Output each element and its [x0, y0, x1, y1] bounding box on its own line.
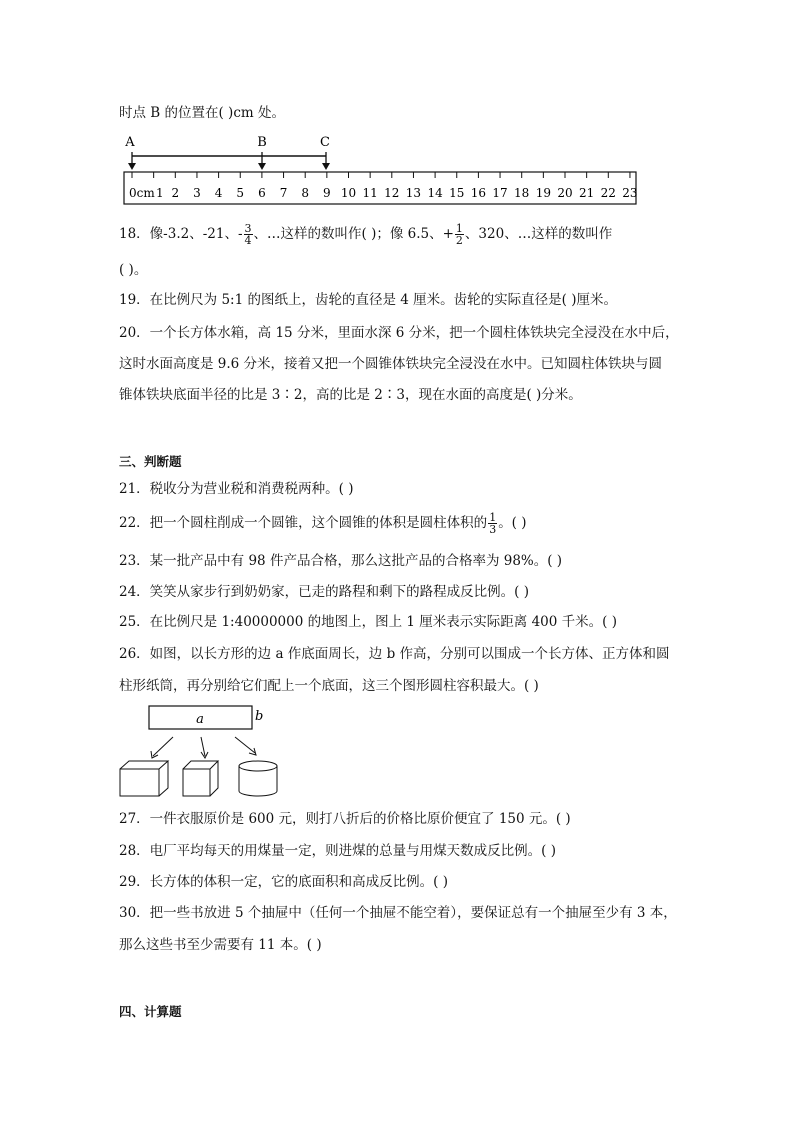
question-25: 25．在比例尺是 1:40000000 的地图上，图上 1 厘米表示实际距离 400 千米。( ) [119, 614, 617, 630]
ruler-number: 19 [535, 186, 551, 200]
q18-text-b: 、…这样的数叫作( )；像 6.5、+ [253, 226, 454, 242]
question-30-line1: 30．把一些书放进 5 个抽屉中（任何一个抽屉不能空着），要保证总有一个抽屉至少有 3 本， [119, 905, 677, 921]
section-3-heading: 三、判断题 [119, 454, 182, 469]
ruler-label-a: A [125, 135, 135, 150]
ruler-number: 11 [362, 186, 378, 200]
fraction-numerator: 3 [244, 222, 252, 235]
question-29: 29．长方体的体积一定，它的底面积和高成反比例。( ) [119, 874, 449, 890]
ruler-number: 13 [405, 186, 422, 200]
ruler-numbers [156, 186, 638, 200]
q18-text-c: 、320、…这样的数叫作 [464, 226, 613, 242]
question-18-line1 [119, 223, 612, 246]
cylinder-shape [239, 761, 277, 796]
fraction-3-4 [244, 223, 253, 246]
question-22 [119, 512, 527, 535]
question-19: 19．在比例尺为 5:1 的图纸上，齿轮的直径是 4 厘米。齿轮的实际直径是( )厘米。 [119, 292, 617, 308]
q22-text-a: 22．把一个圆柱削成一个圆锥，这个圆锥的体积是圆柱体积的 [119, 515, 488, 531]
fraction-denominator: 2 [455, 234, 463, 247]
arrow-a-head [128, 163, 136, 170]
arrow-to-cuboid [153, 737, 173, 756]
ruler-number: 10 [340, 186, 357, 200]
question-20-line1: 20．一个长方体水箱，高 15 分米，里面水深 6 分米，把一个圆柱体铁块完全浸没在水中后， [119, 325, 679, 341]
fraction-numerator: 1 [489, 511, 497, 524]
ruler-number: 1 [156, 186, 164, 200]
question-28: 28．电厂平均每天的用煤量一定，则进煤的总量与用煤天数成反比例。( ) [119, 843, 557, 859]
ruler-number: 23 [622, 186, 638, 200]
arrow-b-head [258, 163, 266, 170]
ruler-number: 21 [579, 186, 595, 200]
ruler-number: 3 [193, 186, 201, 200]
ruler-number: 22 [600, 186, 616, 200]
ruler-number: 2 [171, 186, 180, 200]
arrow-c-head [322, 163, 330, 170]
ruler-number: 6 [258, 186, 266, 200]
ruler-number: 8 [301, 186, 310, 200]
question-20-line2: 这时水面高度是 9.6 分米，接着又把一个圆锥体铁块完全浸没在水中。已知圆柱体铁块与圆 [119, 356, 663, 372]
side-b-label: b [255, 709, 264, 724]
question-26-line2: 柱形纸筒，再分别给它们配上一个底面，这三个图形圆柱容积最大。( ) [119, 678, 539, 694]
ruler-number: 7 [279, 186, 288, 200]
rectangle-shapes-figure [115, 703, 285, 801]
question-23: 23．某一批产品中有 98 件产品合格，那么这批产品的合格率为 98%。( ) [119, 553, 563, 569]
section-4-heading: 四、计算题 [119, 1004, 182, 1019]
fraction-1-3 [488, 512, 497, 535]
q17-tail: 时点 B 的位置在( )cm 处。 [119, 105, 285, 121]
ruler-ticks [132, 172, 630, 178]
question-21: 21．税收分为营业税和消费税两种。( ) [119, 481, 354, 497]
fraction-numerator: 1 [455, 222, 463, 235]
fraction-denominator: 3 [489, 523, 497, 536]
ruler-label-b: B [257, 135, 267, 150]
arrow-to-cylinder [235, 737, 255, 753]
q22-text-b: 。( ) [498, 515, 527, 531]
ruler-number: 12 [384, 186, 400, 200]
ruler-number: 16 [470, 186, 487, 200]
fraction-denominator: 4 [244, 234, 252, 247]
ruler-number: 14 [427, 186, 443, 200]
fraction-1-2 [455, 223, 464, 246]
question-20-line3: 锥体铁块底面半径的比是 3∶2，高的比是 2∶3，现在水面的高度是( )分米。 [119, 387, 582, 403]
question-27: 27．一件衣服原价是 600 元，则打八折后的价格比原价便宜了 150 元。( ) [119, 811, 571, 827]
ruler-number: 17 [492, 186, 508, 200]
ruler-number: 5 [236, 186, 245, 200]
cuboid-shape [120, 761, 168, 796]
ruler-number: 20 [557, 186, 573, 200]
ruler-label-c: C [320, 135, 330, 150]
ruler-number: 18 [514, 186, 530, 200]
ruler-number: 9 [323, 186, 331, 200]
ruler-number: 15 [449, 186, 465, 200]
ruler-zero-label: 0cm [129, 186, 155, 200]
ruler-number: 4 [214, 186, 223, 200]
cube-shape [183, 761, 218, 796]
q18-text-a: 18．像-3.2、-21、- [119, 226, 243, 242]
question-24: 24．笑笑从家步行到奶奶家，已走的路程和剩下的路程成反比例。( ) [119, 584, 530, 600]
question-18-line2: ( )。 [119, 262, 148, 278]
question-30-line2: 那么这些书至少需要有 11 本。( ) [119, 937, 322, 953]
ruler-figure [119, 130, 639, 210]
question-26-line1: 26．如图，以长方形的边 a 作底面周长，边 b 作高，分别可以围成一个长方体、正方体和圆 [119, 646, 670, 662]
side-a-label: a [196, 712, 204, 727]
